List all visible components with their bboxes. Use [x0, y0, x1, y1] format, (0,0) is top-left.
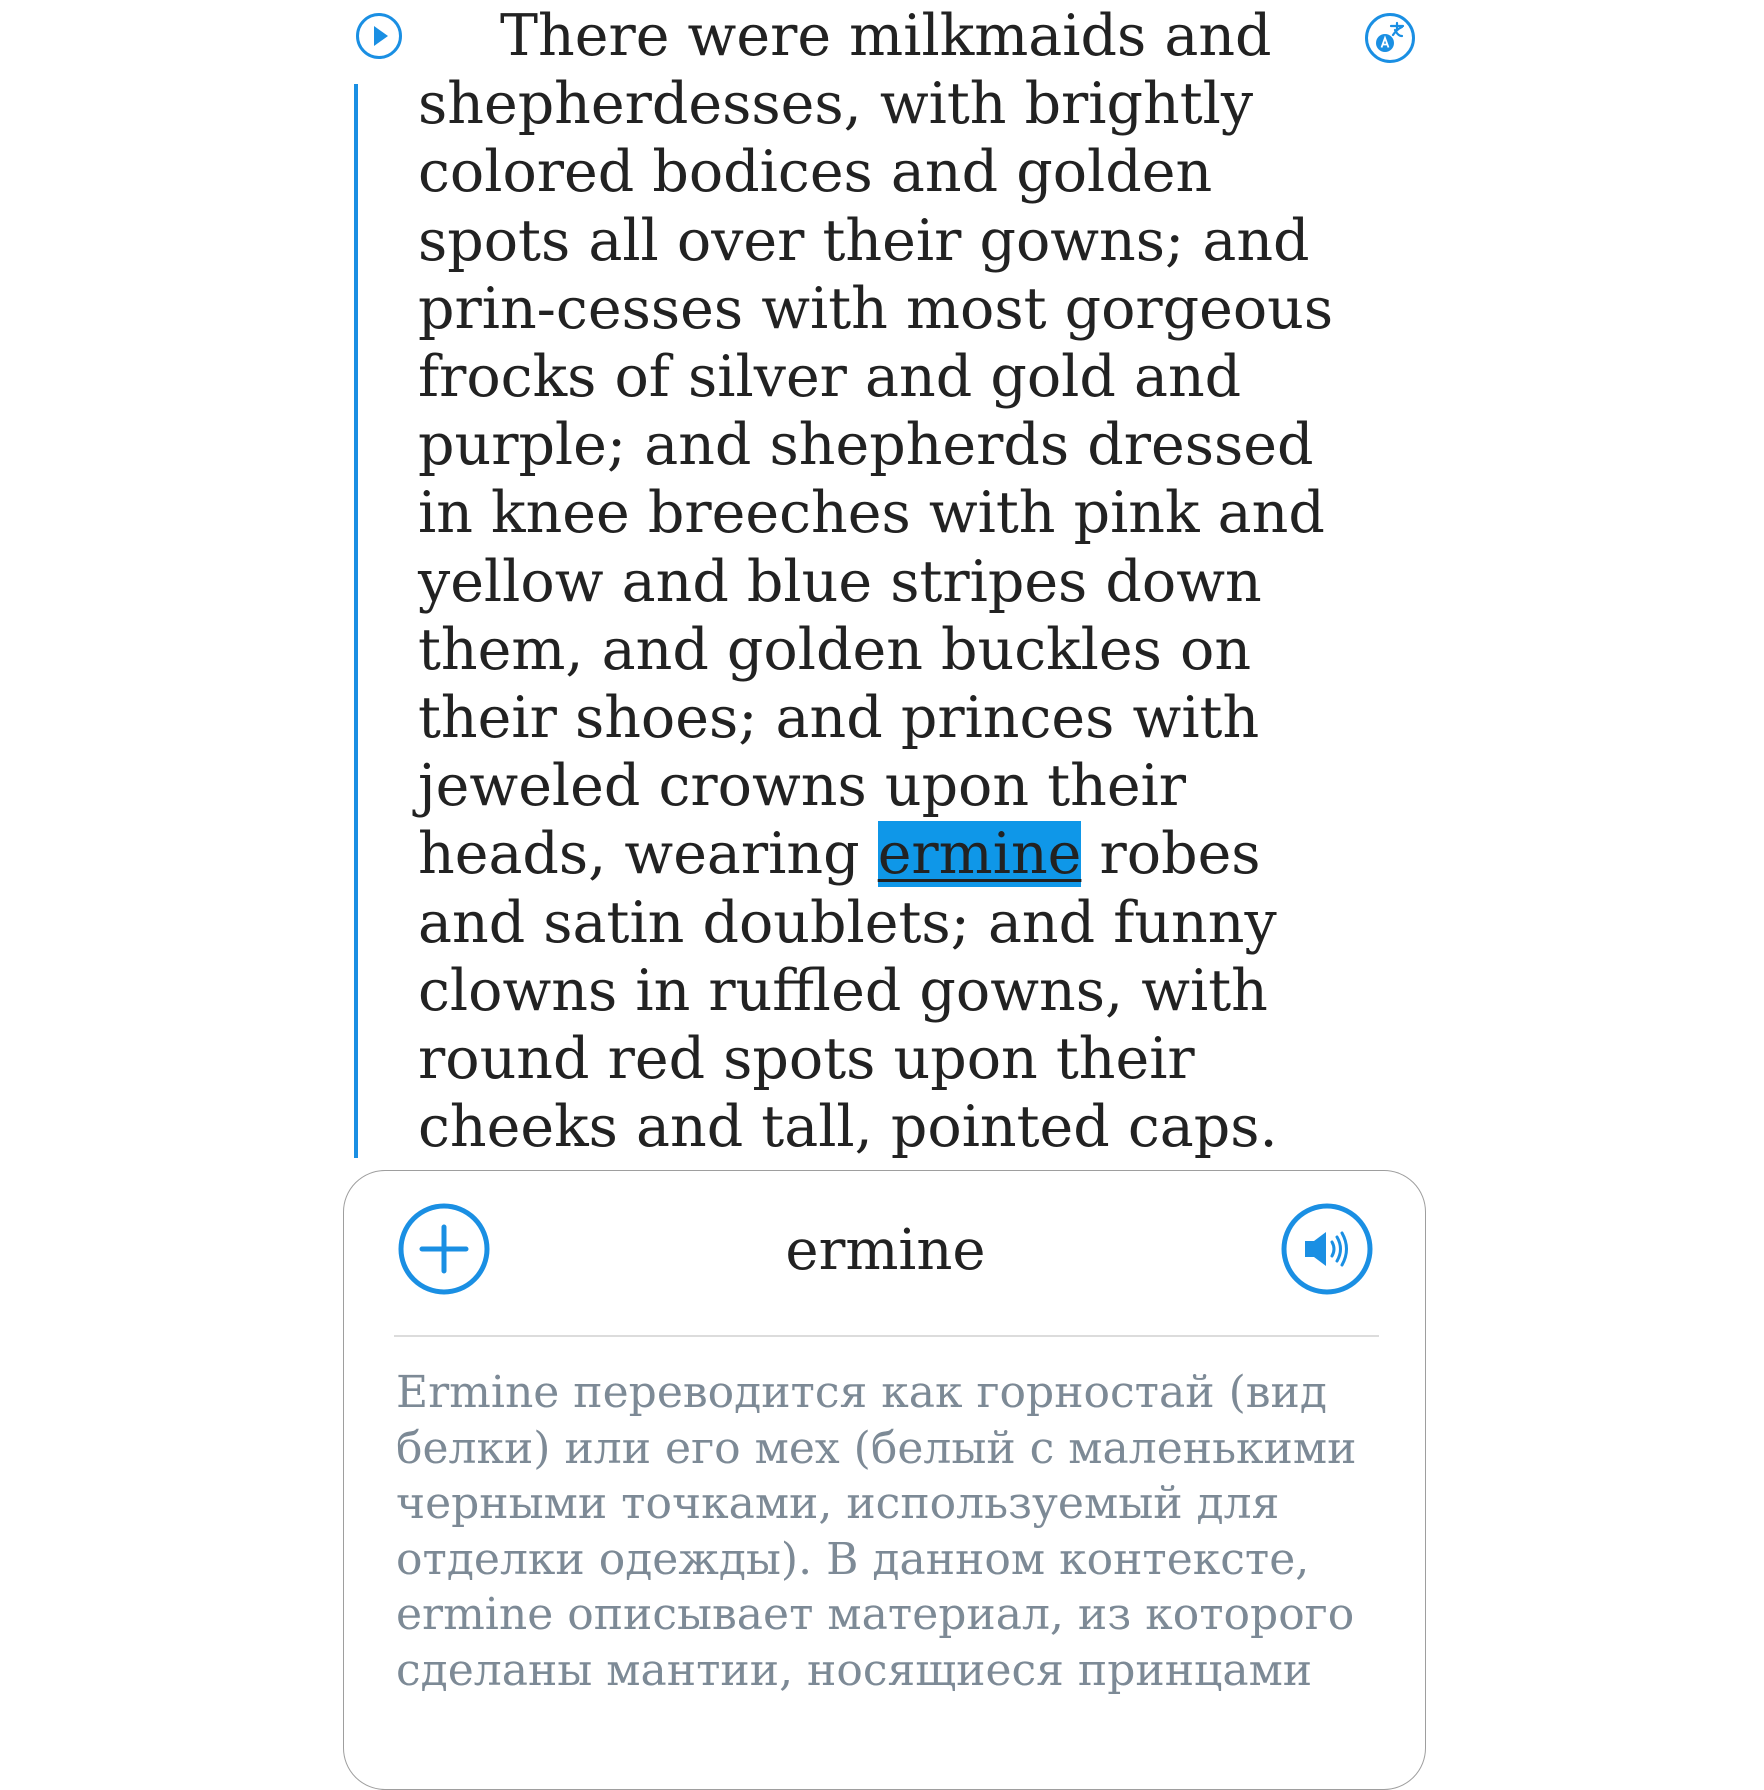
word-definition-text: Ermine переводится как горностай (вид белки) или его мех (белый с маленькими черными точками, используемый для отделки одежды). В данном контексте, ermine описывает материал, из которого сделаны мантии, носящиеся принцами — [396, 1367, 1357, 1696]
play-circle-icon — [355, 12, 403, 60]
reading-paragraph — [418, 2, 1378, 1161]
popup-word-title: ermine — [785, 1218, 986, 1283]
active-paragraph-indicator — [354, 84, 358, 1158]
paragraph-text-before: There were milkmaids and shepherdesses, with brightly colored bodices and golden spots all over their gowns; and prin-cesses with most gorgeous frocks of silver and gold and purple; and shepherds dressed in knee breeches with pink and yellow and blue stripes down them, and golden buckles on their shoes; and princes with jeweled crowns upon their heads, wearing — [418, 3, 1334, 888]
popup-divider — [394, 1335, 1379, 1337]
paragraph-text-after: robes and satin doublets; and funny clowns in ruffled gowns, with round red spots upon their cheeks and tall, pointed caps. — [418, 821, 1278, 1161]
highlighted-word[interactable]: ermine — [877, 821, 1082, 888]
play-button[interactable] — [355, 12, 403, 60]
pronounce-button[interactable] — [1279, 1201, 1375, 1297]
speaker-icon — [1279, 1201, 1375, 1297]
word-definition-popup — [343, 1170, 1426, 1790]
